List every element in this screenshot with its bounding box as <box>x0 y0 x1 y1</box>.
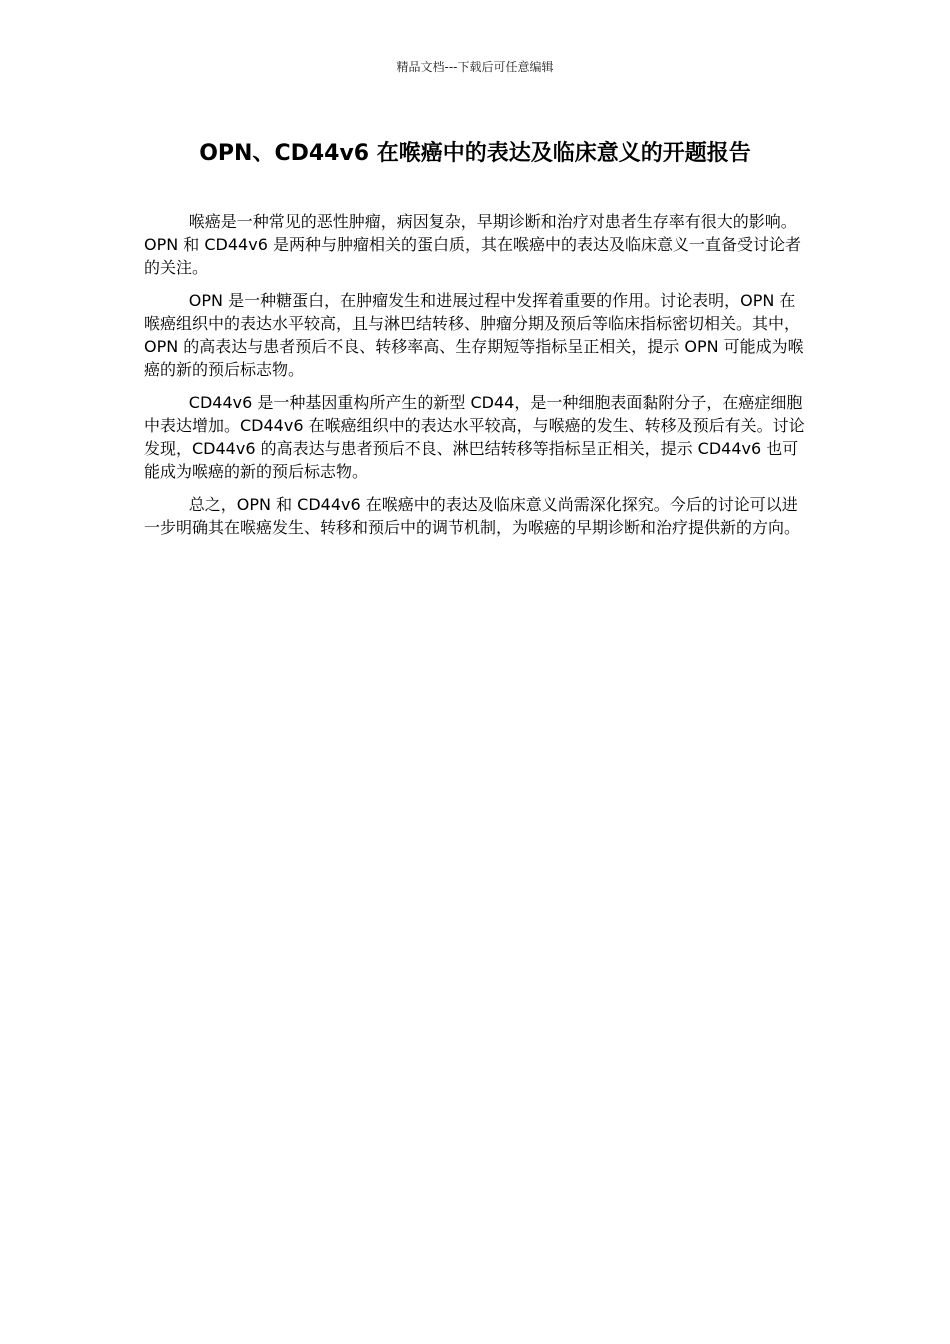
paragraph-conclusion: 总之，OPN 和 CD44v6 在喉癌中的表达及临床意义尚需深化探究。今后的讨论可以进一步明确其在喉癌发生、转移和预后中的调节机制，为喉癌的早期诊断和治疗提供新的方向。 <box>144 495 801 537</box>
paragraph-opn: OPN 是一种糖蛋白，在肿瘤发生和进展过程中发挥着重要的作用。讨论表明，OPN 在喉癌组织中的表达水平较高，且与淋巴结转移、肿瘤分期及预后等临床指标密切相关。其中，OPN 的高表达与患者预后不良、转移率高、生存期短等指标呈正相关，提示 OPN 可能成为喉癌的新的预后标志物。 <box>144 291 804 379</box>
document-body <box>144 210 808 549</box>
document-title: OPN、CD44v6 在喉癌中的表达及临床意义的开题报告 <box>199 141 751 166</box>
header-note: 精品文档---下载后可任意编辑 <box>396 60 554 74</box>
paragraph-cd44v6: CD44v6 是一种基因重构所产生的新型 CD44，是一种细胞表面黏附分子，在癌症细胞中表达增加。CD44v6 在喉癌组织中的表达水平较高，与喉癌的发生、转移及预后有关。讨论发现，CD44v6 的高表达与患者预后不良、淋巴结转移等指标呈正相关，提示 CD44v6 也可能成为喉癌的新的预后标志物。 <box>144 393 805 481</box>
paragraph-intro: 喉癌是一种常见的恶性肿瘤，病因复杂，早期诊断和治疗对患者生存率有很大的影响。OPN 和 CD44v6 是两种与肿瘤相关的蛋白质，其在喉癌中的表达及临床意义一直备受讨论者的关注。 <box>144 212 801 277</box>
